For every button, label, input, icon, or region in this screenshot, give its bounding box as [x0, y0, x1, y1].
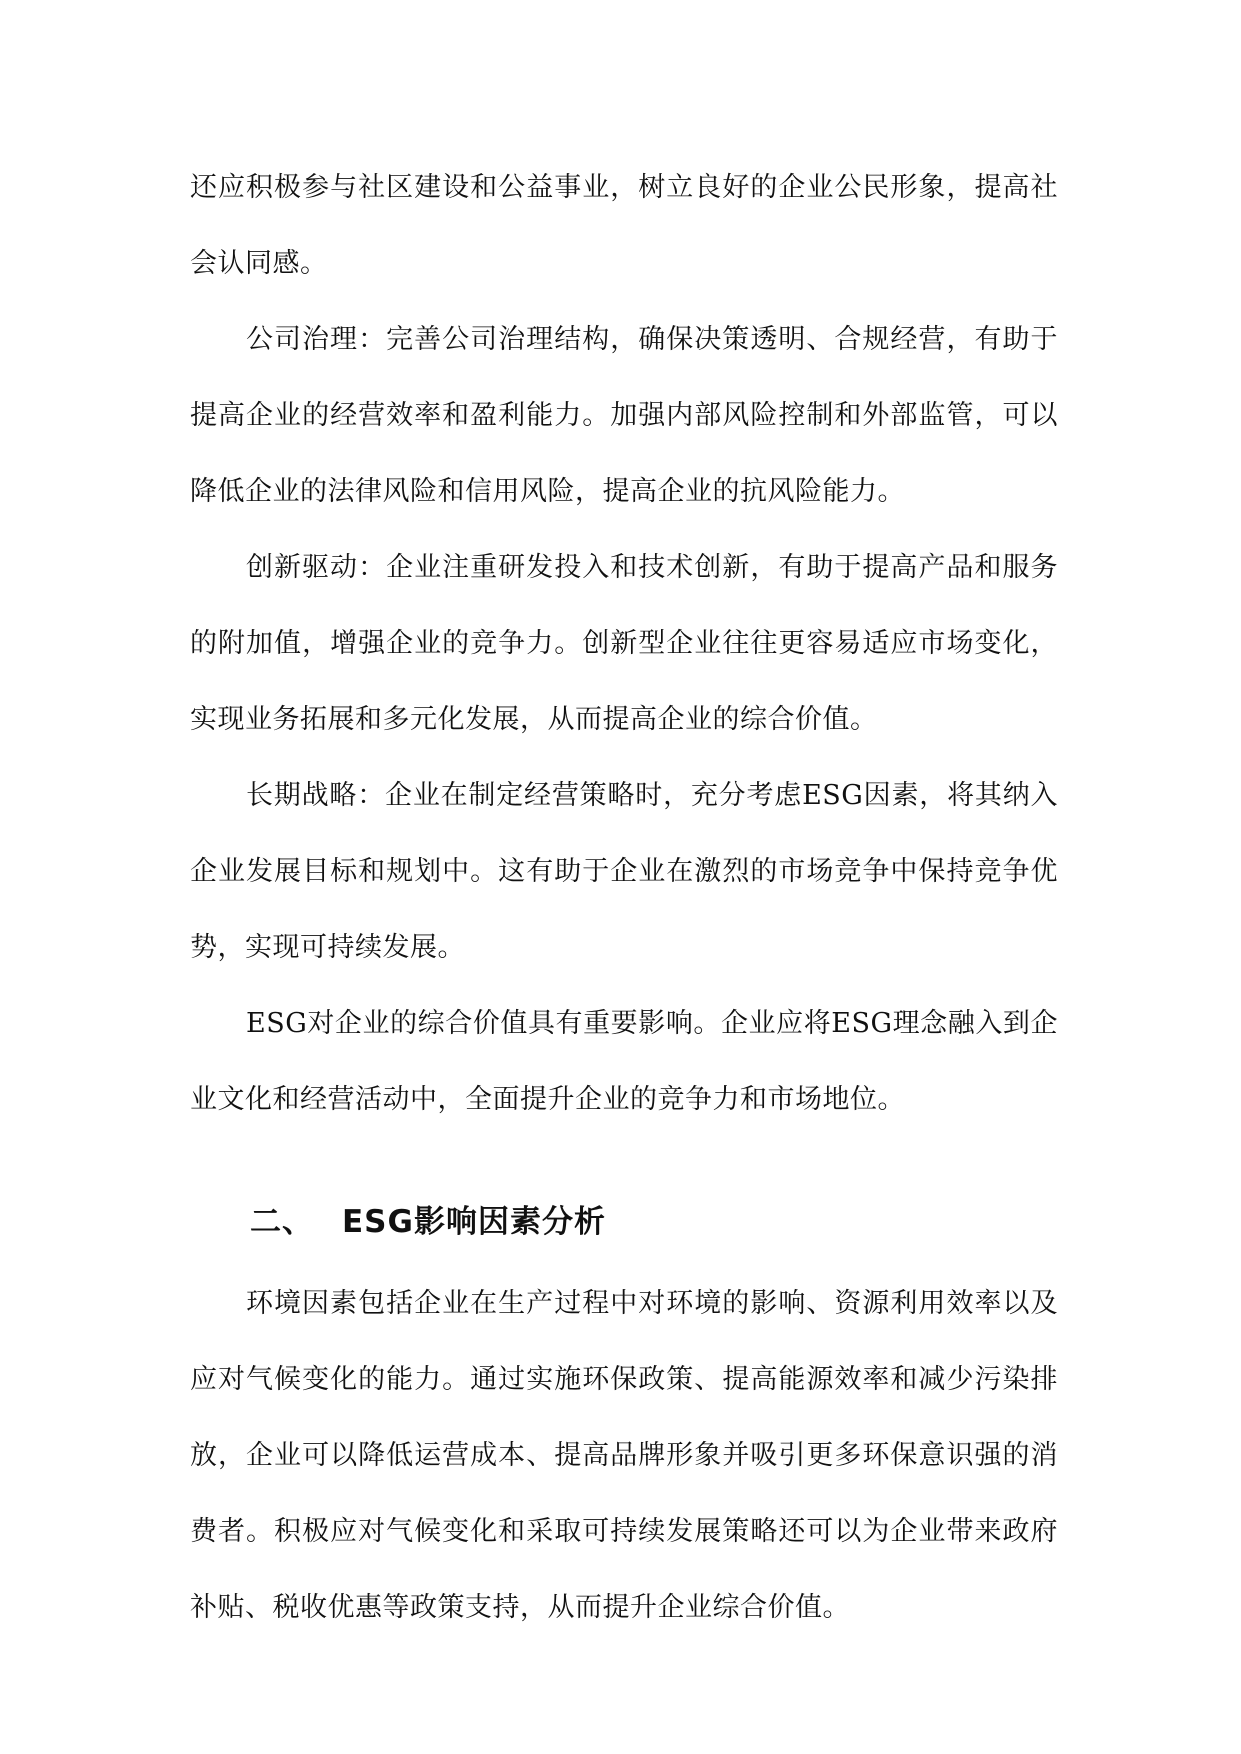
paragraph-long-term-strategy: 长期战略：企业在制定经营策略时，充分考虑ESG因素，将其纳入企业发展目标和规划中。这有助于企业在激烈的市场竞争中保持竞争优势，实现可持续发展。: [190, 780, 1058, 963]
section-heading: [190, 1184, 1058, 1260]
section-title: ESG影响因素分析: [342, 1204, 606, 1240]
paragraph-innovation: 创新驱动：企业注重研发投入和技术创新，有助于提高产品和服务的附加值，增强企业的竞争力。创新型企业往往更容易适应市场变化，实现业务拓展和多元化发展，从而提高企业的综合价值。: [190, 552, 1058, 735]
document-body: [190, 150, 1058, 1646]
paragraph-community: 还应积极参与社区建设和公益事业，树立良好的企业公民形象，提高社会认同感。: [190, 172, 1058, 279]
paragraph-environmental-factors: 环境因素包括企业在生产过程中对环境的影响、资源利用效率以及应对气候变化的能力。通过实施环保政策、提高能源效率和减少污染排放，企业可以降低运营成本、提高品牌形象并吸引更多环保意识强的消费者。积极应对气候变化和采取可持续发展策略还可以为企业带来政府补贴、税收优惠等政策支持，从而提升企业综合价值。: [190, 1288, 1058, 1623]
section-number: 二、: [250, 1204, 314, 1240]
paragraph-esg-summary: ESG对企业的综合价值具有重要影响。企业应将ESG理念融入到企业文化和经营活动中，全面提升企业的竞争力和市场地位。: [190, 1008, 1058, 1115]
paragraph-corporate-governance: 公司治理：完善公司治理结构，确保决策透明、合规经营，有助于提高企业的经营效率和盈利能力。加强内部风险控制和外部监管，可以降低企业的法律风险和信用风险，提高企业的抗风险能力。: [190, 324, 1058, 507]
